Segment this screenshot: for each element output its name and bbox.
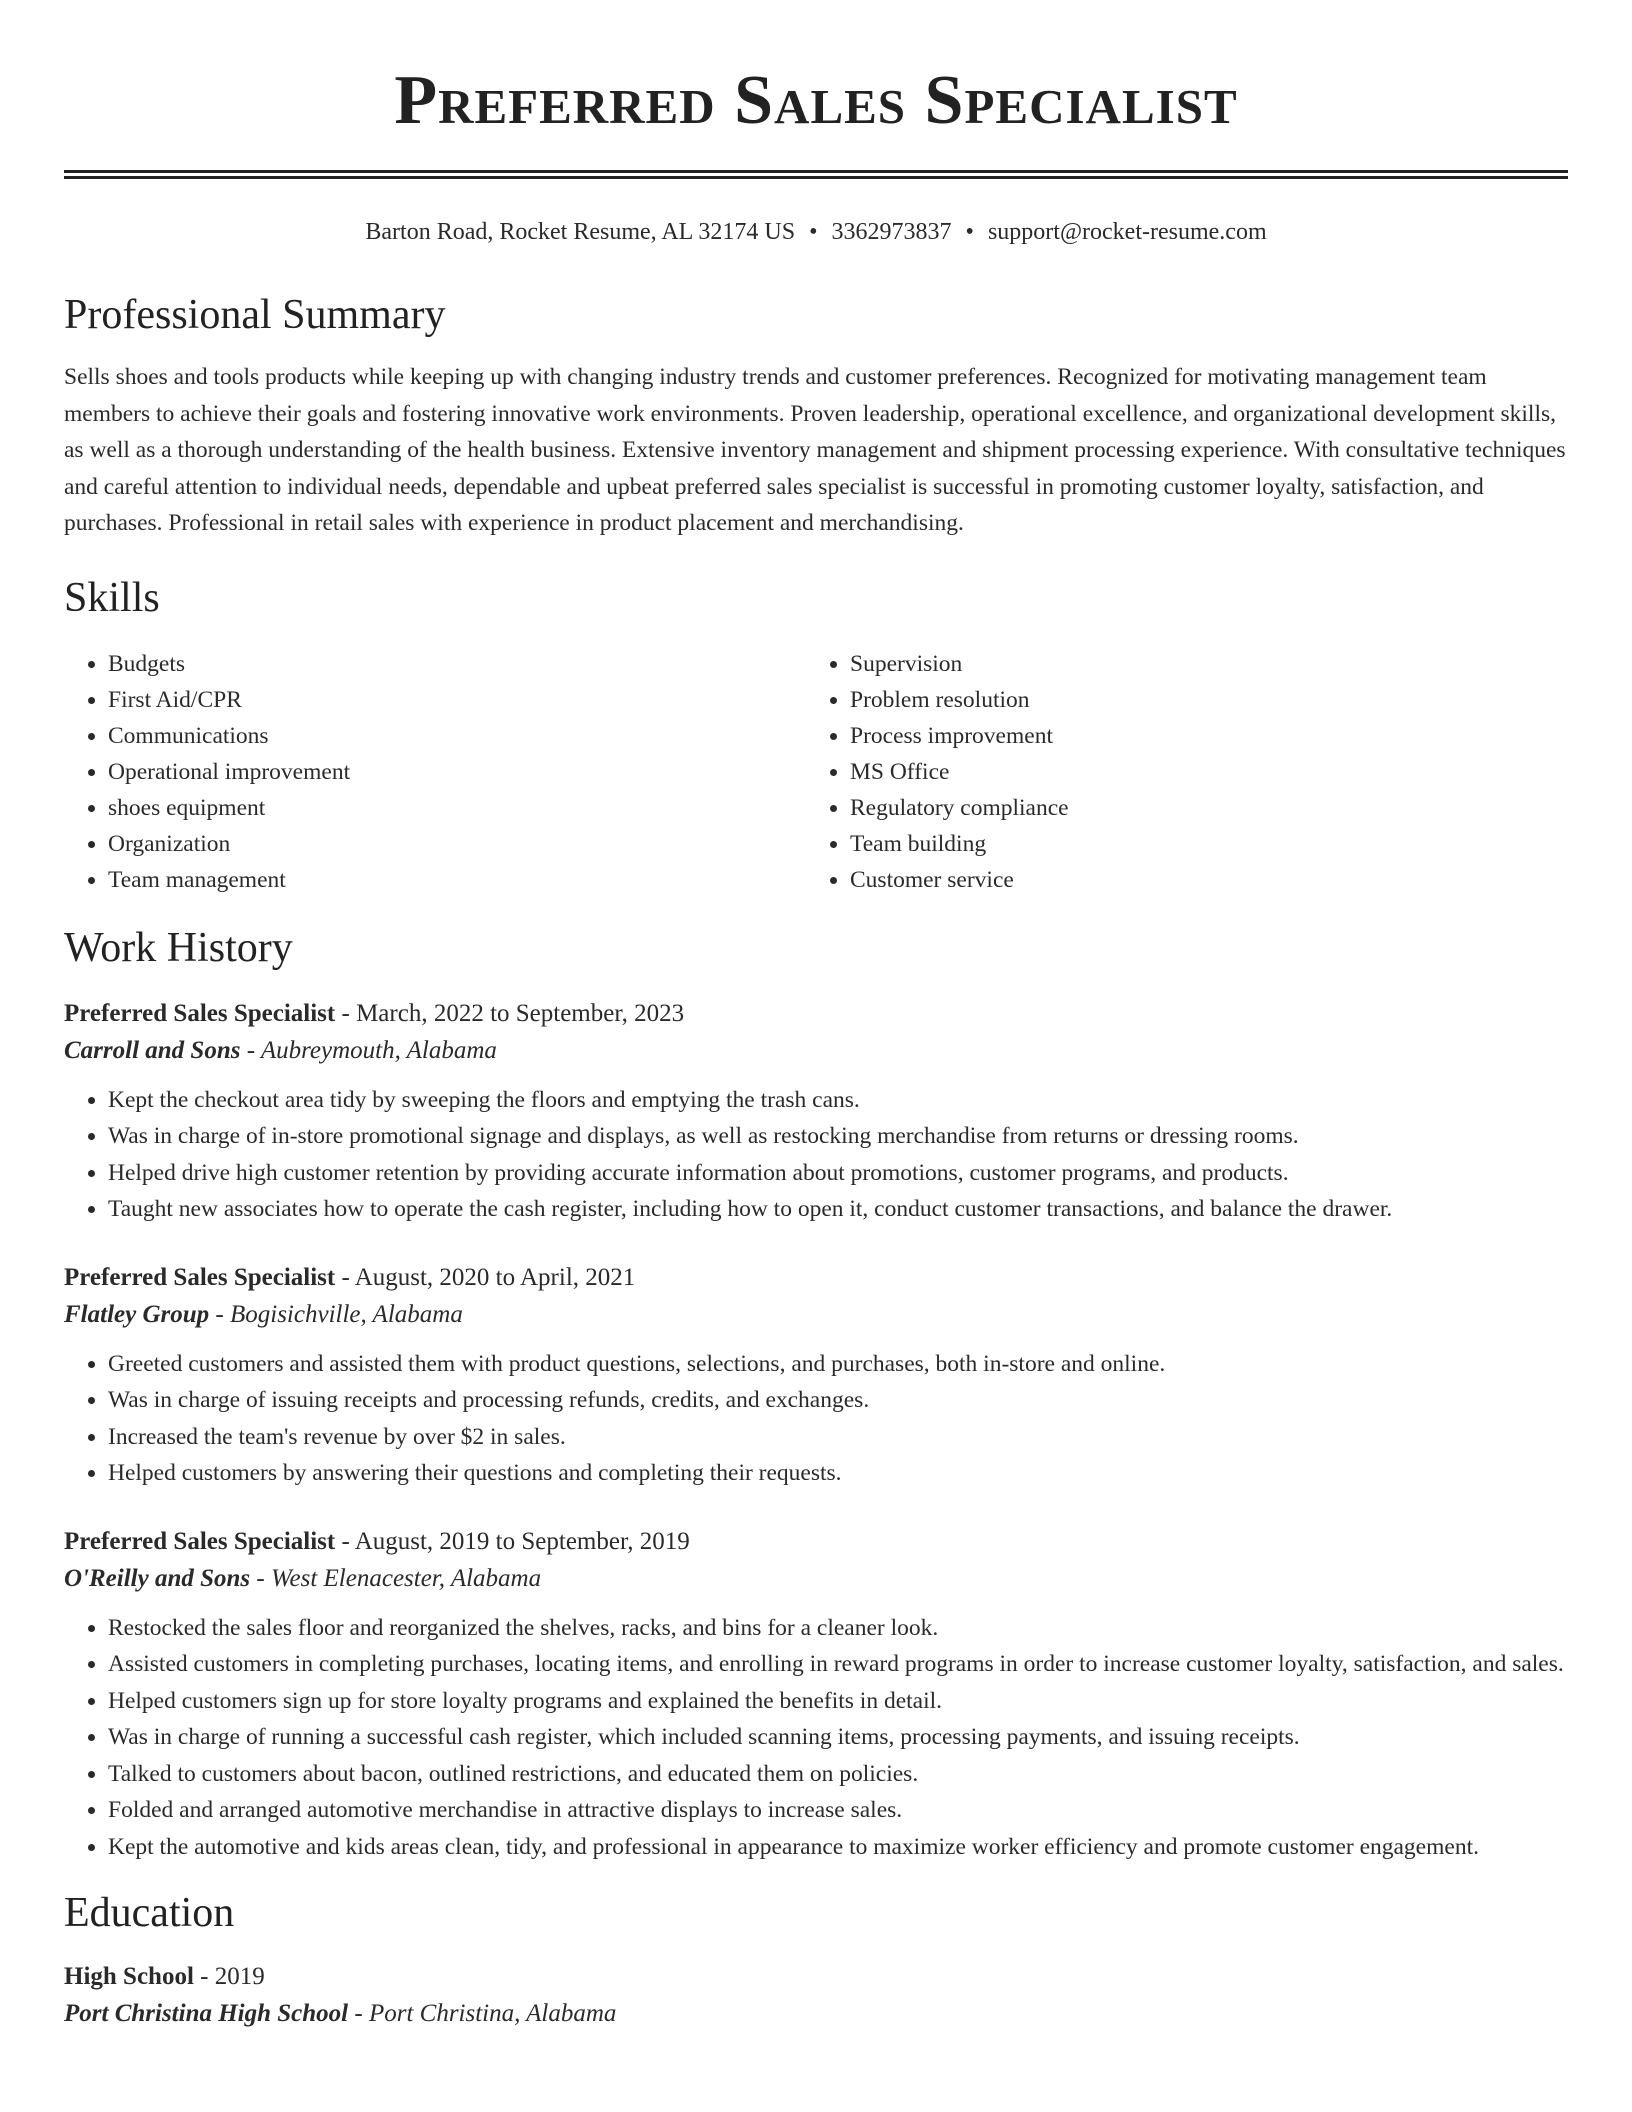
skill-item: • Communications — [108, 718, 806, 754]
skill-item: • Team management — [108, 862, 806, 898]
skill-item: • MS Office — [850, 754, 1548, 790]
education-location: - Port Christina, Alabama — [348, 2000, 617, 2027]
job-bullet: • Taught new associates how to operate the cash register, including how to open it, conduct customer transactions, and balance the drawer. — [108, 1191, 1568, 1228]
job-location: - Aubreymouth, Alabama — [240, 1036, 497, 1064]
job-bullet: • Greeted customers and assisted them with product questions, selections, and purchases, both in-store and online. — [108, 1346, 1568, 1383]
header-divider — [64, 170, 1568, 179]
skill-item: • Budgets — [108, 646, 806, 682]
job-bullet: • Helped customers by answering their questions and completing their requests. — [108, 1455, 1568, 1492]
skill-item: • First Aid/CPR — [108, 682, 806, 718]
job-bullet: • Folded and arranged automotive merchandise in attractive displays to increase sales. — [108, 1792, 1568, 1829]
education-header — [64, 1959, 1568, 1995]
job-title: Preferred Sales Specialist — [64, 999, 336, 1027]
job-location: - West Elenacester, Alabama — [250, 1564, 542, 1592]
skills-column-right — [806, 646, 1548, 898]
job-header — [64, 1260, 1568, 1296]
job-bullets — [64, 1082, 1568, 1228]
job-entry — [64, 1524, 1568, 1866]
skill-item: • Regulatory compliance — [850, 790, 1548, 826]
education-school-line — [64, 1995, 1568, 2033]
job-bullet: • Kept the automotive and kids areas clean, tidy, and professional in appearance to maximize worker efficiency and promote customer engagement. — [108, 1829, 1568, 1866]
work-history-section-title: Work History — [64, 924, 293, 971]
education-school: Port Christina High School — [64, 2000, 349, 2027]
skill-item: • shoes equipment — [108, 790, 806, 826]
contact-line — [64, 215, 1568, 249]
job-employer — [64, 1560, 1568, 1598]
skill-item: • Team building — [850, 826, 1548, 862]
contact-separator: • — [965, 219, 974, 245]
education-degree: High School — [64, 1963, 194, 1990]
skill-item: • Supervision — [850, 646, 1548, 682]
summary-section-title: Professional Summary — [64, 292, 446, 338]
skills-column-left — [64, 646, 806, 898]
resume-name-heading: Preferred Sales Specialist — [394, 62, 1238, 139]
job-entry — [64, 996, 1568, 1228]
job-bullet: • Was in charge of issuing receipts and processing refunds, credits, and exchanges. — [108, 1382, 1568, 1419]
skill-item: • Organization — [108, 826, 806, 862]
skills-grid — [64, 646, 1568, 898]
skills-section-title: Skills — [64, 574, 160, 621]
education-section-title: Education — [64, 1890, 235, 1936]
job-bullet: • Kept the checkout area tidy by sweeping the floors and emptying the trash cans. — [108, 1082, 1568, 1119]
job-header — [64, 1524, 1568, 1560]
job-bullets — [64, 1610, 1568, 1866]
education-year: - 2019 — [193, 1963, 265, 1990]
job-bullet: • Was in charge of in-store promotional signage and displays, as well as restocking merchandise from returns or dressing rooms. — [108, 1118, 1568, 1155]
job-company: O'Reilly and Sons — [64, 1564, 251, 1592]
job-dates: - August, 2019 to September, 2019 — [335, 1527, 690, 1555]
job-employer — [64, 1032, 1568, 1070]
job-bullet: • Helped customers sign up for store loyalty programs and explained the benefits in detail. — [108, 1683, 1568, 1720]
education-entry — [64, 1959, 1568, 2033]
job-location: - Bogisichville, Alabama — [209, 1300, 463, 1328]
contact-email: support@rocket-resume.com — [987, 219, 1267, 245]
job-bullet: • Was in charge of running a successful cash register, which included scanning items, processing payments, and issuing receipts. — [108, 1719, 1568, 1756]
job-company: Carroll and Sons — [64, 1036, 241, 1064]
job-bullet: • Helped drive high customer retention by providing accurate information about promotions, customer programs, and products. — [108, 1155, 1568, 1192]
job-bullet: • Assisted customers in completing purchases, locating items, and enrolling in reward programs in order to increase customer loyalty, satisfaction, and sales. — [108, 1646, 1568, 1683]
summary-text: Sells shoes and tools products while keeping up with changing industry trends and customer preferences. Recognized for motivating management team members to achieve their goals and fostering innovative work environments. Proven leadership, operational excellence, and organizational development skills, as well as a thorough understanding of the health business. Extensive inventory management and shipment processing experience. With consultative techniques and careful attention to individual needs, dependable and upbeat preferred sales specialist is successful in promoting customer loyalty, satisfaction, and purchases. Professional in retail sales with experience in product placement and merchandising. — [64, 364, 1566, 536]
job-company: Flatley Group — [64, 1300, 210, 1328]
job-title: Preferred Sales Specialist — [64, 1527, 336, 1555]
skill-item: • Process improvement — [850, 718, 1548, 754]
job-dates: - March, 2022 to September, 2023 — [335, 999, 685, 1027]
job-bullet: • Restocked the sales floor and reorganized the shelves, racks, and bins for a cleaner look. — [108, 1610, 1568, 1647]
contact-phone: 3362973837 — [831, 219, 952, 245]
job-bullets — [64, 1346, 1568, 1492]
job-header — [64, 996, 1568, 1032]
job-entry — [64, 1260, 1568, 1492]
skill-item: • Problem resolution — [850, 682, 1548, 718]
job-employer — [64, 1296, 1568, 1334]
job-bullet: • Increased the team's revenue by over $2 in sales. — [108, 1419, 1568, 1456]
job-bullet: • Talked to customers about bacon, outlined restrictions, and educated them on policies. — [108, 1756, 1568, 1793]
job-title: Preferred Sales Specialist — [64, 1263, 336, 1291]
skill-item: • Operational improvement — [108, 754, 806, 790]
contact-address: Barton Road, Rocket Resume, AL 32174 US — [365, 219, 796, 245]
skill-item: • Customer service — [850, 862, 1548, 898]
contact-separator: • — [809, 219, 818, 245]
job-dates: - August, 2020 to April, 2021 — [335, 1263, 636, 1291]
